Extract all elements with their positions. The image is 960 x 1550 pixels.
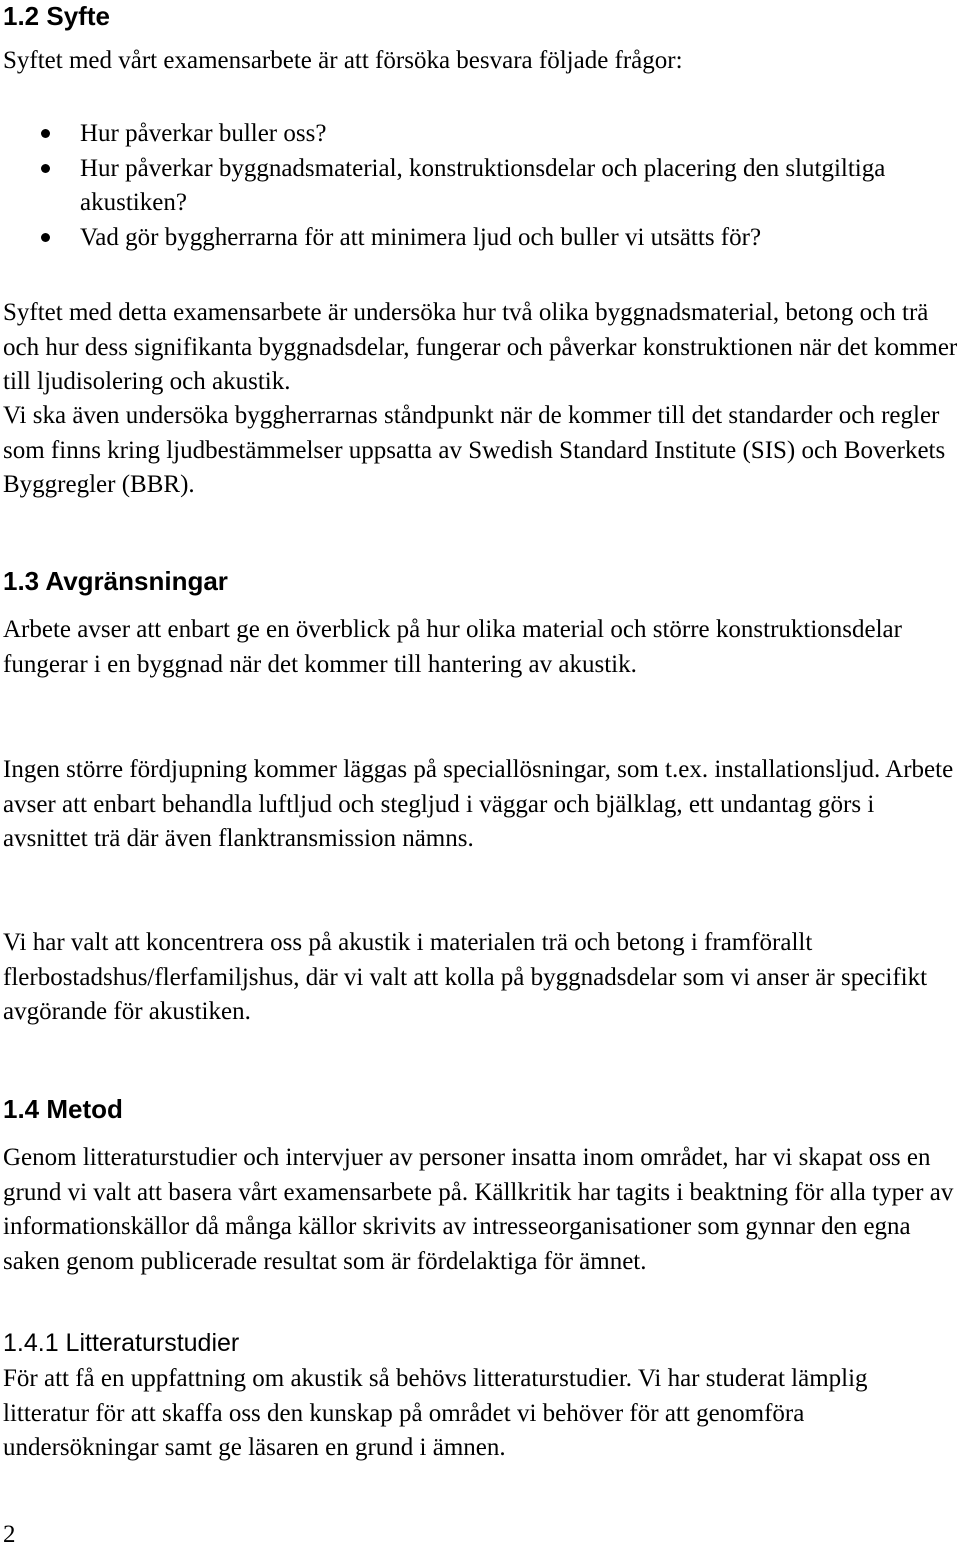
list-item-text: Hur påverkar buller oss?	[80, 120, 327, 147]
syfte-paragraph-1: Syftet med detta examensarbete är undersöka hur två olika byggnadsmaterial, betong och trä och hur dess signifikanta byggnadsdelar, fungerar och påverkar konstruktionen när det kommer till ljudisolering och akustik.	[3, 299, 958, 395]
list-item-text: Hur påverkar byggnadsmaterial, konstruktionsdelar och placering den slutgiltiga akustiken?	[80, 154, 886, 216]
bullet-icon	[41, 164, 50, 173]
list-item	[3, 117, 958, 152]
avgransningar-paragraph-1: Arbete avser att enbart ge en överblick på hur olika material och större konstruktionsdelar fungerar i en byggnad när det kommer till hantering av akustik.	[3, 616, 902, 678]
metod-paragraph-1: Genom litteraturstudier och intervjuer av personer insatta inom området, har vi skapat oss en grund vi valt att basera vårt examensarbete på. Källkritik har tagits i beaktning för alla typer av informationskällor då många källor skrivits av intresseorganisationer som gynnar den egna saken genom publicerade resultat som är fördelaktiga för ämnet.	[3, 1144, 954, 1275]
syfte-paragraph-2: Vi ska även undersöka byggherrarnas ståndpunkt när de kommer till det standarder och regler som finns kring ljudbestämmelser uppsatta av Swedish Standard Institute (SIS) och Boverkets Byggregler (BBR).	[3, 402, 946, 498]
bullet-icon	[41, 129, 50, 138]
bullet-icon	[41, 233, 50, 242]
list-item	[3, 152, 958, 221]
section-heading-metod: 1.4 Metod	[3, 1094, 123, 1124]
document-page	[3, 0, 958, 1550]
subsection-heading-litteraturstudier: 1.4.1 Litteraturstudier	[3, 1329, 240, 1357]
avgransningar-paragraph-2: Ingen större fördjupning kommer läggas på speciallösningar, som t.ex. installationsljud. Arbete avser att enbart behandla luftljud och stegljud i väggar och bjälklag, ett undantag görs i avsnittet trä där även flanktransmission nämns.	[3, 756, 954, 852]
syfte-intro: Syftet med vårt examensarbete är att försöka besvara följade frågor:	[3, 47, 683, 74]
page-number: 2	[3, 1521, 16, 1548]
section-heading-syfte: 1.2 Syfte	[3, 1, 110, 31]
litteraturstudier-paragraph: För att få en uppfattning om akustik så behövs litteraturstudier. Vi har studerat lämplig litteratur för att skaffa oss den kunskap på området vi behöver för att genomföra undersökningar samt ge läsaren en grund i ämnen.	[3, 1365, 868, 1461]
list-item-text: Vad gör byggherrarna för att minimera ljud och buller vi utsätts för?	[80, 223, 762, 251]
section-heading-avgransningar: 1.3 Avgränsningar	[3, 566, 228, 596]
avgransningar-paragraph-3: Vi har valt att koncentrera oss på akustik i materialen trä och betong i framförallt flerbostadshus/flerfamiljshus, där vi valt att kolla på byggnadsdelar som vi anser är specifikt avgörande för akustiken.	[3, 929, 928, 1025]
list-item	[3, 221, 958, 256]
syfte-question-list	[3, 117, 958, 255]
